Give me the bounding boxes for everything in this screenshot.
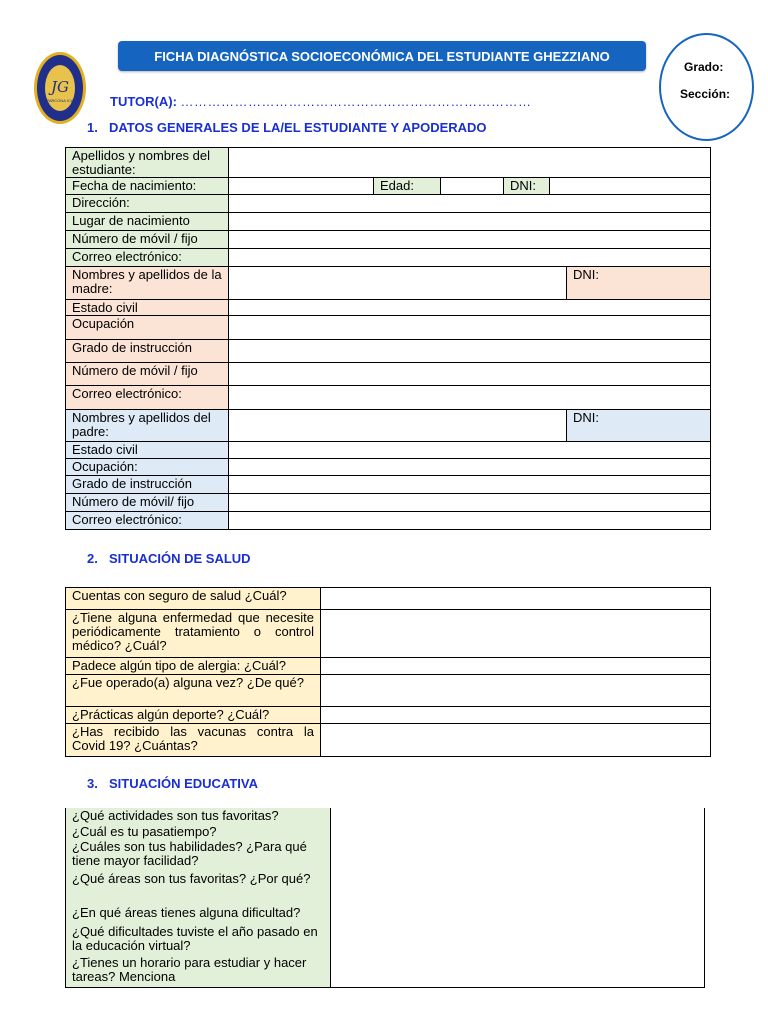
mother-phone-field[interactable] xyxy=(228,362,711,386)
student-dni-field[interactable] xyxy=(549,177,711,195)
father-phone-label: Número de móvil/ fijo xyxy=(65,493,229,512)
student-email-label: Correo electrónico: xyxy=(65,248,229,267)
mother-name-label: Nombres y apellidos de la madre: xyxy=(65,266,229,300)
skills-field[interactable] xyxy=(330,839,705,872)
form-title: FICHA DIAGNÓSTICA SOCIOECONÓMICA DEL ESTUDIANTE GHEZZIANO xyxy=(118,41,646,71)
crest-monogram: JG xyxy=(51,78,69,96)
surgery-label: ¿Fue operado(a) alguna vez? ¿De qué? xyxy=(65,674,321,707)
vaccine-label: ¿Has recibido las vacunas contra la Covid 19? ¿Cuántas? xyxy=(65,723,321,757)
study-schedule-label: ¿Tienes un horario para estudiar y hacer tareas? Menciona xyxy=(65,955,331,988)
mother-phone-label: Número de móvil / fijo xyxy=(65,362,229,386)
birthplace-field[interactable] xyxy=(228,212,711,231)
mother-name-field[interactable] xyxy=(228,266,567,300)
birth-date-label: Fecha de nacimiento: xyxy=(65,177,229,195)
section2-heading xyxy=(87,551,251,566)
mother-occupation-field[interactable] xyxy=(228,315,711,340)
father-occupation-label: Ocupación: xyxy=(65,458,229,476)
father-phone-field[interactable] xyxy=(228,493,711,512)
tutor-label: TUTOR(A): xyxy=(110,94,177,109)
crest-inner xyxy=(43,63,77,113)
mother-education-field[interactable] xyxy=(228,339,711,363)
mother-dni-label: DNI: xyxy=(566,266,711,300)
section3-title: SITUACIÓN EDUCATIVA xyxy=(109,776,259,791)
tutor-line xyxy=(110,94,532,109)
virtual-difficulties-field[interactable] xyxy=(330,922,705,956)
difficult-areas-field[interactable] xyxy=(330,903,705,923)
father-name-field[interactable] xyxy=(228,409,567,442)
crest-place: PARCONA ICA xyxy=(46,98,74,103)
allergy-label: Padece algún tipo de alergia: ¿Cuál? xyxy=(65,657,321,675)
mother-education-label: Grado de instrucción xyxy=(65,339,229,363)
favorite-activities-label: ¿Qué actividades son tus favoritas? xyxy=(65,808,331,827)
favorite-areas-label: ¿Qué áreas son tus favoritas? ¿Por qué? xyxy=(65,871,331,904)
sport-label: ¿Prácticas algún deporte? ¿Cuál? xyxy=(65,706,321,724)
student-name-field[interactable] xyxy=(228,147,711,178)
health-insurance-label: Cuentas con seguro de salud ¿Cuál? xyxy=(65,587,321,610)
surgery-field[interactable] xyxy=(320,674,711,707)
mother-civil-label: Estado civil xyxy=(65,299,229,316)
father-dni-label: DNI: xyxy=(566,409,711,442)
birth-date-field[interactable] xyxy=(228,177,374,195)
address-field[interactable] xyxy=(228,194,711,213)
difficult-areas-label: ¿En qué áreas tienes alguna dificultad? xyxy=(65,903,331,923)
sport-field[interactable] xyxy=(320,706,711,724)
age-label: Edad: xyxy=(373,177,441,195)
father-occupation-field[interactable] xyxy=(228,458,711,476)
student-email-field[interactable] xyxy=(228,248,711,267)
birthplace-label: Lugar de nacimiento xyxy=(65,212,229,231)
father-email-field[interactable] xyxy=(228,511,711,530)
father-civil-field[interactable] xyxy=(228,441,711,459)
section2-title: SITUACIÓN DE SALUD xyxy=(109,551,251,566)
illness-label: ¿Tiene alguna enfermedad que necesite periódicamente tratamiento o control médico? ¿Cuál? xyxy=(65,609,321,658)
section1-number: 1. xyxy=(87,120,98,135)
father-name-label: Nombres y apellidos del padre: xyxy=(65,409,229,442)
student-dni-label: DNI: xyxy=(503,177,550,195)
mother-email-field[interactable] xyxy=(228,385,711,410)
section3-heading xyxy=(87,776,258,791)
section3-number: 3. xyxy=(87,776,98,791)
illness-field[interactable] xyxy=(320,609,711,658)
address-label: Dirección: xyxy=(65,194,229,213)
hobby-label: ¿Cuál es tu pasatiempo? xyxy=(65,824,331,840)
father-email-label: Correo electrónico: xyxy=(65,511,229,530)
tutor-field[interactable]: …………………………………………………………………… xyxy=(180,94,532,109)
father-education-label: Grado de instrucción xyxy=(65,475,229,494)
student-phone-field[interactable] xyxy=(228,230,711,249)
section1-title: DATOS GENERALES DE LA/EL ESTUDIANTE Y APODERADO xyxy=(109,120,487,135)
student-name-label: Apellidos y nombres del estudiante: xyxy=(65,147,229,178)
school-crest-logo xyxy=(34,52,86,124)
age-field[interactable] xyxy=(440,177,504,195)
vaccine-field[interactable] xyxy=(320,723,711,757)
favorite-areas-field[interactable] xyxy=(330,871,705,904)
father-civil-label: Estado civil xyxy=(65,441,229,459)
allergy-field[interactable] xyxy=(320,657,711,675)
grado-label: Grado: xyxy=(684,60,724,74)
virtual-difficulties-label: ¿Qué dificultades tuviste el año pasado en la educación virtual? xyxy=(65,922,331,956)
study-schedule-field[interactable] xyxy=(330,955,705,988)
father-education-field[interactable] xyxy=(228,475,711,494)
mother-email-label: Correo electrónico: xyxy=(65,385,229,410)
mother-civil-field[interactable] xyxy=(228,299,711,316)
mother-occupation-label: Ocupación xyxy=(65,315,229,340)
seccion-label: Sección: xyxy=(680,87,731,101)
skills-label: ¿Cuáles son tus habilidades? ¿Para qué tiene mayor facilidad? xyxy=(65,839,331,872)
section2-number: 2. xyxy=(87,551,98,566)
health-insurance-field[interactable] xyxy=(320,587,711,610)
section1-heading xyxy=(87,120,487,135)
student-phone-label: Número de móvil / fijo xyxy=(65,230,229,249)
hobby-field[interactable] xyxy=(330,824,705,840)
